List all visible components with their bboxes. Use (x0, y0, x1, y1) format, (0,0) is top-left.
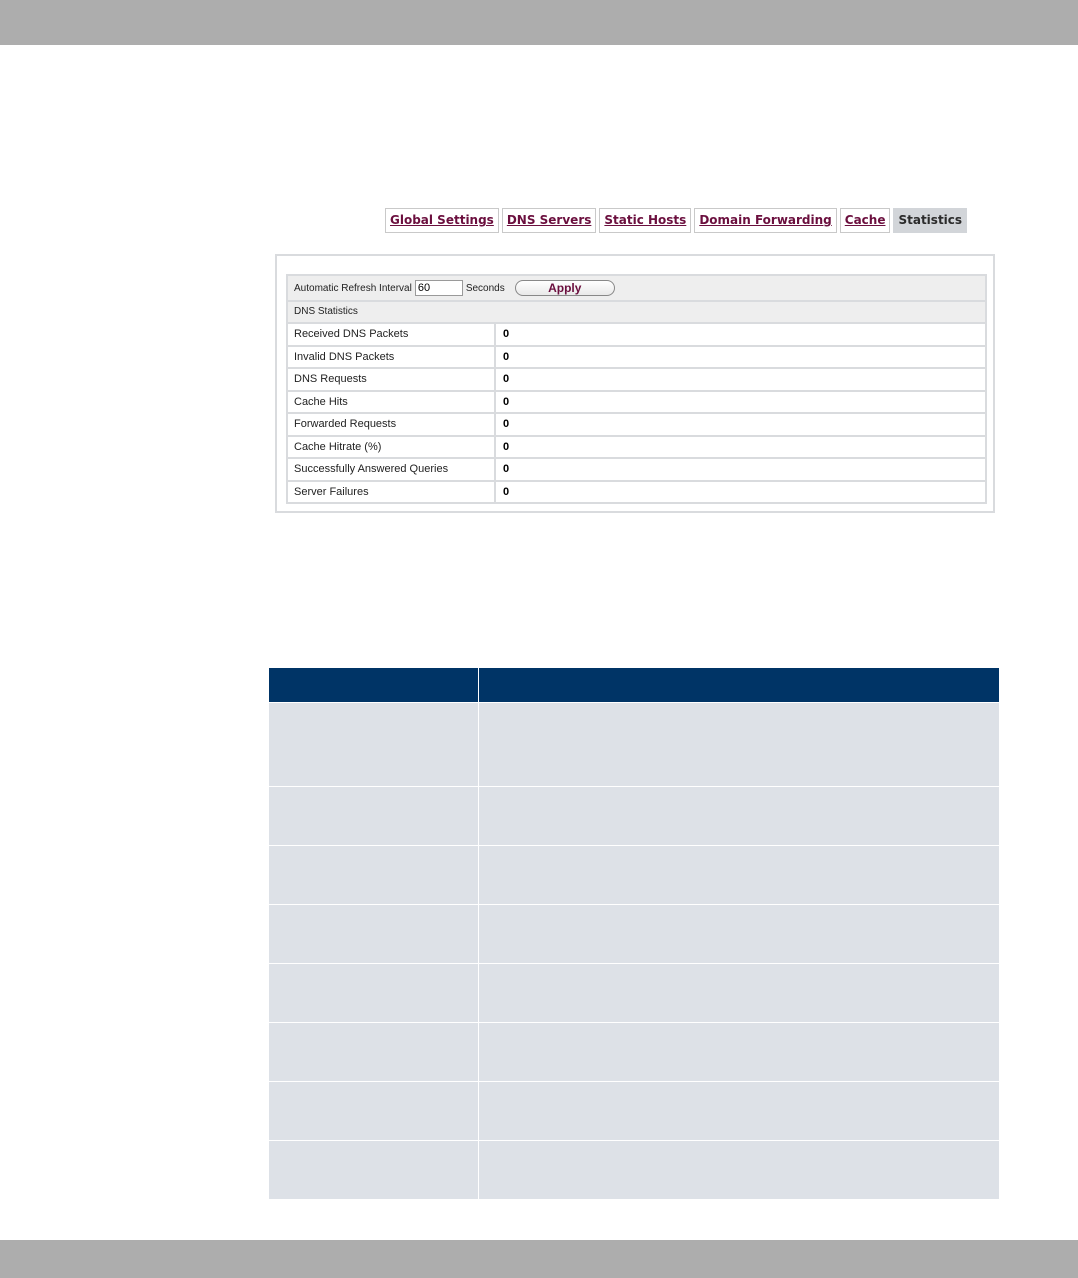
bottom-bar (0, 1240, 1078, 1278)
description-field-cell (269, 1141, 479, 1199)
description-text-cell (479, 703, 999, 786)
stat-label-received-dns-packets: Received DNS Packets (288, 324, 496, 345)
description-row (269, 1140, 999, 1199)
apply-button[interactable]: Apply (515, 280, 615, 296)
tab-statistics[interactable]: Statistics (893, 208, 967, 233)
stat-label-server-failures: Server Failures (288, 482, 496, 503)
description-row (269, 963, 999, 1022)
table-row (288, 414, 985, 437)
description-row (269, 702, 999, 786)
description-text-cell (479, 1141, 999, 1199)
description-row (269, 786, 999, 845)
stat-value-received-dns-packets: 0 (503, 328, 510, 340)
description-field-cell (269, 1082, 479, 1140)
statistics-panel (275, 254, 995, 513)
stat-value-successfully-answered-queries: 0 (503, 463, 510, 475)
tab-static-hosts[interactable]: Static Hosts (599, 208, 691, 233)
description-field-cell (269, 703, 479, 786)
stat-label-cache-hits: Cache Hits (288, 392, 496, 413)
stat-label-cache-hitrate: Cache Hitrate (%) (288, 437, 496, 458)
description-field-cell (269, 787, 479, 845)
header-cell-field (269, 668, 479, 702)
table-row (288, 347, 985, 370)
table-row (288, 482, 985, 503)
table-row (288, 459, 985, 482)
stat-value-server-failures: 0 (503, 485, 510, 498)
field-description-table (269, 668, 999, 1199)
description-text-cell (479, 846, 999, 904)
stat-label-successfully-answered-queries: Successfully Answered Queries (288, 459, 496, 480)
refresh-unit-label: Seconds (465, 282, 505, 294)
tab-global-settings[interactable]: Global Settings (385, 208, 499, 233)
stat-label-dns-requests: DNS Requests (288, 369, 496, 390)
stat-label-invalid-dns-packets: Invalid DNS Packets (288, 347, 496, 368)
top-bar (0, 0, 1078, 45)
refresh-interval-input[interactable] (415, 280, 463, 296)
description-row (269, 1022, 999, 1081)
stat-value-forwarded-requests: 0 (503, 418, 510, 430)
description-text-cell (479, 1023, 999, 1081)
tab-domain-forwarding[interactable]: Domain Forwarding (694, 208, 836, 233)
statistics-table (286, 274, 987, 504)
stat-value-cache-hits: 0 (503, 395, 510, 408)
description-row (269, 904, 999, 963)
description-text-cell (479, 905, 999, 963)
description-table-header (269, 668, 999, 702)
description-field-cell (269, 964, 479, 1022)
tab-bar (385, 208, 967, 233)
description-field-cell (269, 1023, 479, 1081)
description-text-cell (479, 787, 999, 845)
refresh-row (288, 276, 985, 302)
stat-value-cache-hitrate: 0 (503, 440, 510, 453)
header-cell-description (479, 668, 999, 702)
description-row (269, 1081, 999, 1140)
description-text-cell (479, 1082, 999, 1140)
table-row (288, 324, 985, 347)
stat-value-invalid-dns-packets: 0 (503, 350, 510, 363)
description-text-cell (479, 964, 999, 1022)
refresh-interval-label: Automatic Refresh Interval (294, 282, 412, 294)
description-field-cell (269, 905, 479, 963)
table-row (288, 392, 985, 415)
tab-dns-servers[interactable]: DNS Servers (502, 208, 597, 233)
tab-cache[interactable]: Cache (840, 208, 891, 233)
description-row (269, 845, 999, 904)
table-row (288, 369, 985, 392)
description-field-cell (269, 846, 479, 904)
stat-label-forwarded-requests: Forwarded Requests (288, 414, 496, 435)
table-row (288, 437, 985, 460)
stat-value-dns-requests: 0 (503, 373, 510, 385)
section-title: DNS Statistics (288, 302, 985, 324)
